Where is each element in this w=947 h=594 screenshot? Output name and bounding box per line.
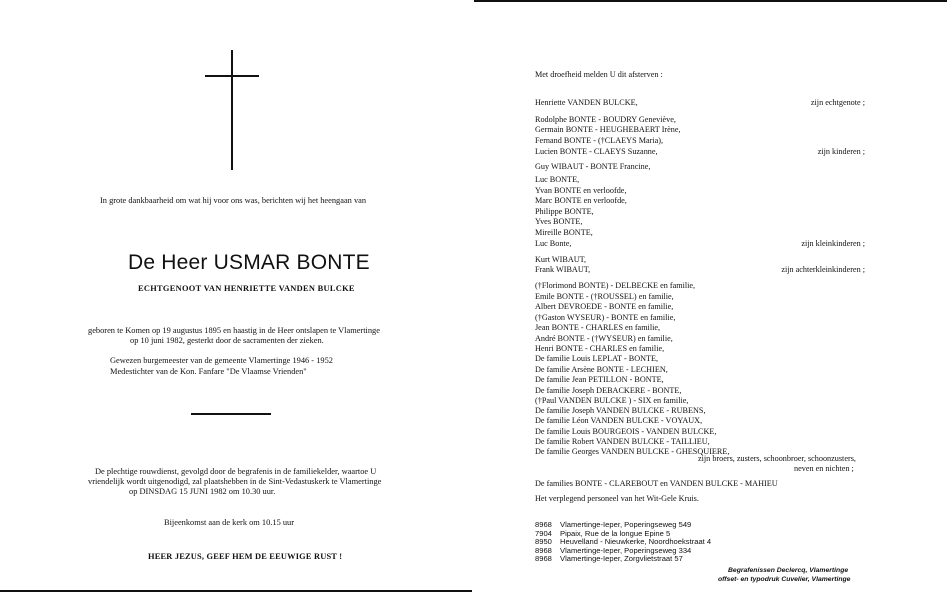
- postal-code: 8968: [535, 554, 552, 563]
- nursing-line: Het verplegend personeel van het Wit-Gele Kruis.: [535, 494, 699, 503]
- mourner-row: De familie Louis BOURGEOIS - VANDEN BULCKE,: [535, 427, 717, 436]
- mourner-row: Lucien BONTE - CLAEYS Suzanne,: [535, 147, 658, 156]
- mourner-row: Guy WIBAUT - BONTE Francine,: [535, 162, 651, 171]
- mourner-row: Luc Bonte,: [535, 239, 572, 248]
- relation-label: zijn kleinkinderen ;: [801, 239, 865, 248]
- deceased-name: De Heer USMAR BONTE: [128, 251, 370, 274]
- mourner-row: Marc BONTE en verloofde,: [535, 196, 627, 205]
- mourner-row: André BONTE - (†WYSEUR) en familie,: [535, 334, 673, 343]
- postal-code: 8968: [535, 545, 552, 555]
- role-line-2: Medestichter van de Kon. Fanfare "De Vlaamse Vrienden": [110, 367, 307, 376]
- service-line-3: op DINSDAG 15 JUNI 1982 om 10.30 uur.: [129, 487, 276, 496]
- mourner-row: Emile BONTE - (†ROUSSEL) en familie,: [535, 292, 674, 301]
- mourner-row: De familie Jean PETILLON - BONTE,: [535, 375, 664, 384]
- mourner-row: Mireille BONTE,: [535, 228, 593, 237]
- imprint-line-2: offset- en typodruk Cuvelier, Vlamertinge: [718, 576, 851, 583]
- relation-label: zijn kinderen ;: [817, 147, 865, 156]
- opening-text: Met droefheid melden U dit afsterven :: [535, 70, 663, 79]
- mourner-row: Kurt WIBAUT,: [535, 255, 587, 264]
- spouse-line: ECHTGENOOT VAN HENRIETTE VANDEN BULCKE: [138, 284, 355, 293]
- service-line-2: vriendelijk wordt uitgenodigd, zal plaatshebben in de Sint-Vedastuskerk te Vlamertinge: [88, 477, 382, 486]
- postal-code: 8968: [535, 520, 552, 529]
- relation-label: zijn echtgenote ;: [810, 98, 865, 107]
- role-line-1: Gewezen burgemeester van de gemeente Vlamertinge 1946 - 1952: [110, 356, 333, 365]
- address-text: Heuvelland - Nieuwkerke, Noordhoekstraat 4: [560, 537, 712, 546]
- relation-label: zijn achterkleinkinderen ;: [781, 265, 865, 274]
- birth-line-2: op 10 juni 1982, gesterkt door de sacramenten der zieken.: [130, 336, 324, 345]
- address-text: Pipaix, Rue de la longue Epine 5: [560, 528, 671, 538]
- birth-line-1: geboren te Komen op 19 augustus 1895 en haastig in de Heer ontslapen te Vlamertinge: [88, 326, 380, 335]
- mourner-row: De familie Joseph VANDEN BULCKE - RUBENS,: [535, 406, 706, 415]
- mourner-row: (†Florimond BONTE) - DELBECKE en familie,: [535, 281, 696, 290]
- postal-code: 7904: [535, 528, 552, 538]
- gathering-text: Bijeenkomst aan de kerk om 10.15 uur: [164, 518, 295, 527]
- cross-icon-bar: [205, 75, 259, 77]
- address-text: Vlamertinge-Ieper, Zorgvlietstraat 57: [560, 554, 683, 563]
- mourner-row: Fernand BONTE - (†CLAEYS Maria),: [535, 136, 664, 145]
- mourner-row: Albert DEVROEDE - BONTE en familie,: [535, 302, 674, 311]
- mourner-row: Henriette VANDEN BULCKE,: [535, 98, 638, 107]
- service-line-1: De plechtige rouwdienst, gevolgd door de begrafenis in de familiekelder, waartoe U: [95, 467, 377, 476]
- mourner-row: Yvan BONTE en verloofde,: [535, 186, 627, 195]
- mourner-row: De familie Arsène BONTE - LECHIEN,: [535, 365, 668, 374]
- mourner-row: (†Paul VANDEN BULCKE ) - SIX en familie,: [535, 396, 689, 405]
- relatives-line-2: neven en nichten ;: [794, 464, 854, 473]
- mourner-row: Philippe BONTE,: [535, 207, 594, 216]
- mourner-row: Yves BONTE,: [535, 217, 583, 226]
- address-text: Vlamertinge-Ieper, Poperingseweg 549: [560, 520, 692, 529]
- mourner-row: (†Gaston WYSEUR) - BONTE en familie,: [535, 313, 676, 322]
- right-page: [474, 0, 947, 594]
- mourner-row: Jean BONTE - CHARLES en familie,: [535, 323, 661, 332]
- mourner-row: De familie Georges VANDEN BULCKE - GHESQUIERE,: [535, 447, 730, 456]
- address-text: Vlamertinge-Ieper, Poperingseweg 334: [560, 545, 692, 555]
- mourner-row: Luc BONTE,: [535, 175, 580, 184]
- mourner-row: De familie Robert VANDEN BULCKE - TAILLIEU,: [535, 437, 710, 446]
- imprint-line-1: Begrafenissen Declercq, Vlamertinge: [728, 567, 849, 574]
- separator-line: [191, 413, 271, 415]
- relatives-line-1: zijn broers, zusters, schoonbroer, schoonzusters,: [698, 454, 856, 463]
- mourner-row: Germain BONTE - HEUGHEBAERT Irène,: [535, 125, 681, 134]
- mourner-row: De familie Louis LEPLAT - BONTE,: [535, 354, 659, 363]
- postal-code: 8950: [535, 537, 552, 546]
- intro-text: In grote dankbaarheid om wat hij voor ons was, berichten wij het heengaan van: [100, 196, 367, 205]
- mourner-row: De familie Joseph DEBACKERE - BONTE,: [535, 386, 682, 395]
- mourner-row: Henri BONTE - CHARLES en familie,: [535, 344, 665, 353]
- cross-icon: [231, 50, 233, 170]
- mourner-row: De familie Léon VANDEN BULCKE - VOYAUX,: [535, 416, 703, 425]
- families-line: De families BONTE - CLAREBOUT en VANDEN BULCKE - MAHIEU: [535, 479, 778, 488]
- prayer-text: HEER JEZUS, GEEF HEM DE EEUWIGE RUST !: [148, 552, 343, 561]
- mourner-row: Rodolphe BONTE - BOUDRY Geneviève,: [535, 115, 676, 124]
- mourner-row: Frank WIBAUT,: [535, 265, 591, 274]
